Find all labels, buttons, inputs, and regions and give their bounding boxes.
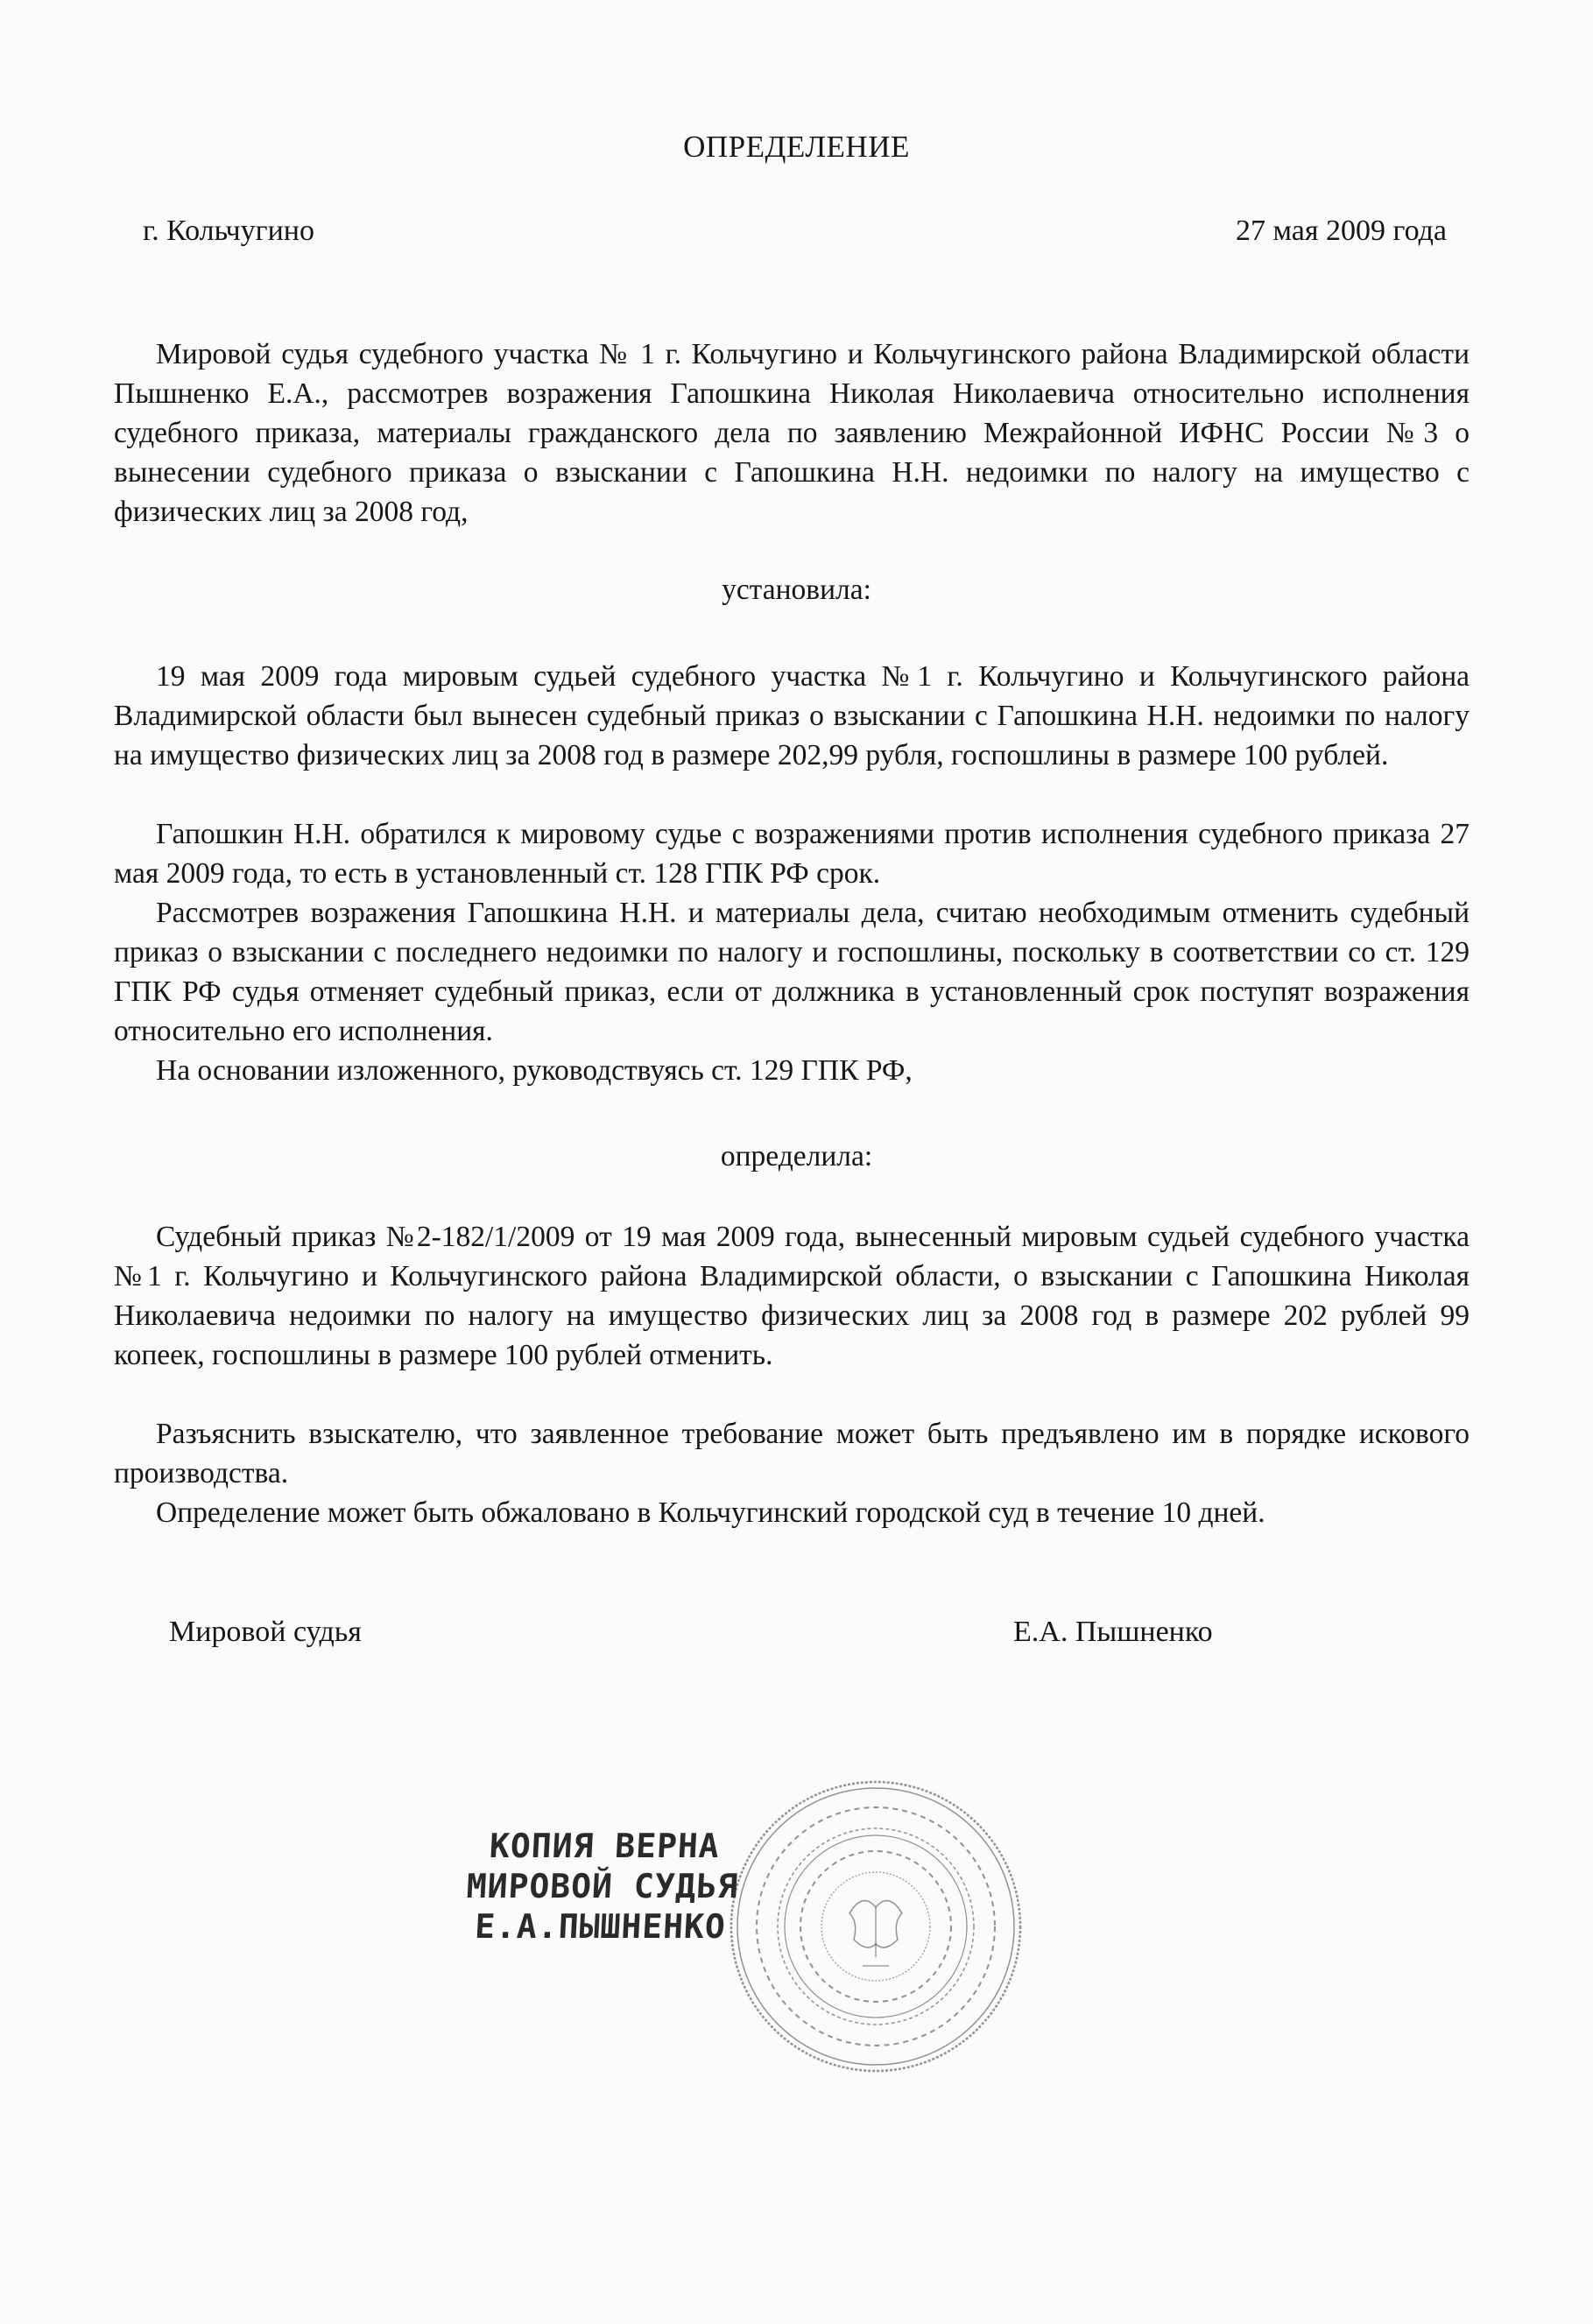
stamp-line-3: Е.А.ПЫШНЕНКО: [474, 1907, 728, 1946]
decided-paragraph-1: Судебный приказ №2-182/1/2009 от 19 мая 2009 года, вынесенный мировым судьей судебного участка №1 г. Кольчугино и Кольчугинского района Владимирской области, о взыскании с Гапошкина Николая Николаевича недоимки по налогу на имущество физических лиц за 2008 год в размере 202 рублей 99 копеек, госпошлины в размере 100 рублей отменить.: [114, 1221, 1470, 1371]
official-seal-icon: [718, 1769, 1033, 2084]
decided-paragraph-2: Разъяснить взыскателю, что заявленное требование может быть предъявлено им в порядке искового производства.: [114, 1418, 1470, 1489]
intro-paragraph: Мировой судья судебного участка № 1 г. Кольчугино и Кольчугинского района Владимирской области Пышненко Е.А., рассмотрев возражения Гапошкина Николая Николаевича относительно исполнения судебного приказа, материалы гражданского дела по заявлению Межрайонной ИФНС России №3 о вынесении судебного приказа о взыскании с Гапошкина Н.Н. недоимки по налогу на имущество с физических лиц за 2008 год,: [114, 338, 1470, 528]
established-paragraph-4: На основании изложенного, руководствуясь ст. 129 ГПК РФ,: [156, 1054, 913, 1087]
stamp-line-1: КОПИЯ ВЕРНА: [488, 1827, 721, 1865]
established-paragraph-2: Гапошкин Н.Н. обратился к мировому судье с возражениями против исполнения судебного приказа 27 мая 2009 года, то есть в установленный ст. 128 ГПК РФ срок.: [114, 818, 1470, 890]
heading-decided: определила:: [720, 1140, 873, 1173]
stamp-line-2: МИРОВОЙ СУДЬЯ: [465, 1867, 740, 1905]
signature-name: Е.А. Пышненко: [1013, 1616, 1213, 1648]
document-city: г. Кольчугино: [143, 215, 314, 247]
decided-paragraph-3: Определение может быть обжаловано в Кольчугинский городской суд в течение 10 дней.: [156, 1497, 1265, 1529]
established-paragraph-3: Рассмотрев возражения Гапошкина Н.Н. и материалы дела, считаю необходимым отменить судебный приказ о взыскании с последнего недоимки по налогу и госпошлины, поскольку в соответствии со ст. 129 ГПК РФ судья отменяет судебный приказ, если от должника в установленный срок поступят возражения относительно его исполнения.: [114, 897, 1470, 1047]
signature-role: Мировой судья: [169, 1616, 362, 1648]
document-title: ОПРЕДЕЛЕНИЕ: [683, 130, 910, 164]
copy-certification-stamp: [441, 1826, 763, 1947]
established-paragraph-1: 19 мая 2009 года мировым судьей судебного участка №1 г. Кольчугино и Кольчугинского района Владимирской области был вынесен судебный приказ о взыскании с Гапошкина Н.Н. недоимки по налогу на имущество физических лиц за 2008 год в размере 202,99 рубля, госпошлины в размере 100 рублей.: [114, 660, 1470, 771]
heading-established: установила:: [722, 574, 871, 606]
document-date: 27 мая 2009 года: [1235, 215, 1447, 247]
